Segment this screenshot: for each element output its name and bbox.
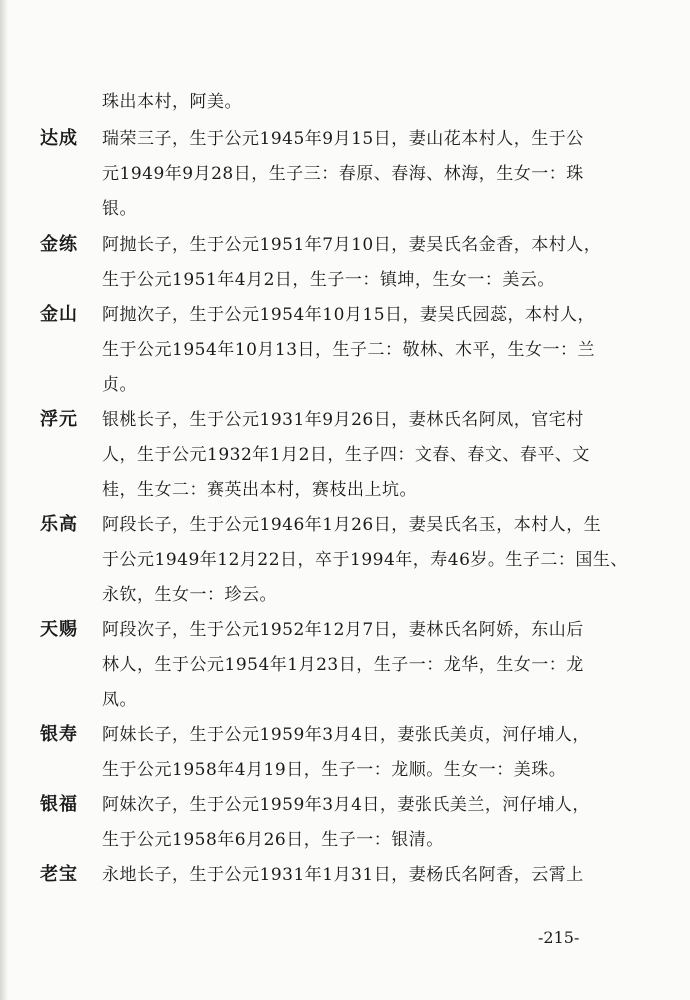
entry-name: 天赐 xyxy=(40,619,78,640)
entry-name: 老宝 xyxy=(40,864,78,885)
entry-line: 贞。 xyxy=(102,375,137,395)
entry-line: 桂，生女二：赛英出本村，赛枝出上坑。 xyxy=(102,480,417,500)
entry-line: 阿抛次子，生于公元1954年10月15日，妻吴氏园蕊，本村人， xyxy=(102,305,596,325)
entry-name: 金山 xyxy=(40,304,78,325)
entry-line: 生于公元1951年4月2日，生子一：镇坤，生女一：美云。 xyxy=(102,270,555,290)
entry-line: 林人，生于公元1954年1月23日，生子一：龙华，生女一：龙 xyxy=(102,655,584,675)
entry-line: 银。 xyxy=(102,199,137,219)
entry-line: 阿妹次子，生于公元1959年3月4日，妻张氏美兰，河仔埔人， xyxy=(102,795,590,815)
entry-name: 金练 xyxy=(40,234,78,255)
entry-line: 阿抛长子，生于公元1951年7月10日，妻吴氏名金香，本村人， xyxy=(102,235,602,255)
entry-line: 阿段次子，生于公元1952年12月7日，妻林氏名阿娇，东山后 xyxy=(102,620,584,640)
entry-line: 永地长子，生于公元1931年1月31日，妻杨氏名阿香，云霄上 xyxy=(102,865,584,885)
scan-edge-shadow xyxy=(0,0,8,1000)
entry-line: 生于公元1954年10月13日，生子二：敬林、木平，生女一：兰 xyxy=(102,340,596,360)
entry-name: 浮元 xyxy=(40,409,78,430)
entry-name: 银寿 xyxy=(40,724,78,745)
entry-line: 珠出本村，阿美。 xyxy=(102,92,242,112)
entry-line: 银桃长子，生于公元1931年9月26日，妻林氏名阿凤，官宅村 xyxy=(102,410,584,430)
entry-line: 阿段长子，生于公元1946年1月26日，妻吴氏名玉，本村人，生 xyxy=(102,515,602,535)
entry-line: 生于公元1958年4月19日，生子一：龙顺。生女一：美珠。 xyxy=(102,760,567,780)
entry-line: 元1949年9月28日，生子三：春原、春海、林海，生女一：珠 xyxy=(102,164,584,184)
entry-line: 凤。 xyxy=(102,690,137,710)
entry-name: 达成 xyxy=(40,128,78,149)
entry-line: 人，生于公元1932年1月2日，生子四：文春、春文、春平、文 xyxy=(102,445,590,465)
entry-name: 银福 xyxy=(40,794,78,815)
entry-line: 永钦，生女一：珍云。 xyxy=(102,585,277,605)
entry-line: 于公元1949年12月22日，卒于1994年，寿46岁。生子二：国生、 xyxy=(102,550,628,570)
entry-line: 阿妹长子，生于公元1959年3月4日，妻张氏美贞，河仔埔人， xyxy=(102,725,590,745)
page-number: -215- xyxy=(538,928,580,947)
entry-line: 生于公元1958年6月26日，生子一：银清。 xyxy=(102,830,444,850)
entry-name: 乐高 xyxy=(40,514,78,535)
entry-line: 瑞荣三子，生于公元1945年9月15日，妻山花本村人，生于公 xyxy=(102,129,584,149)
